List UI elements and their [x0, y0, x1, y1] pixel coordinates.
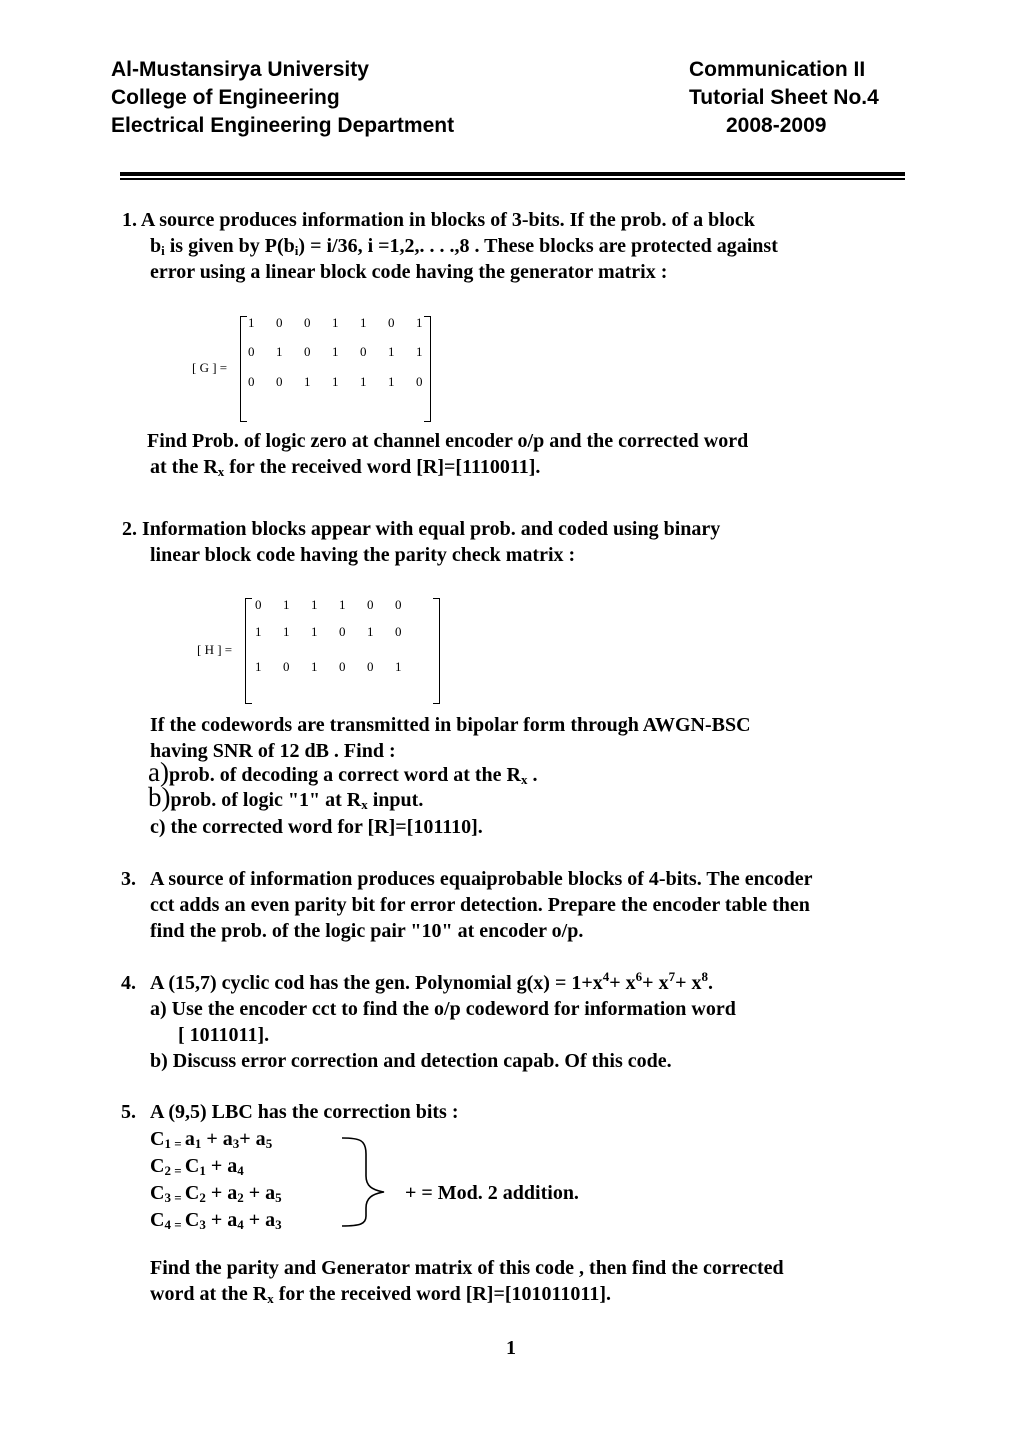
q1-find2: at the $R_x$ for the received word [R]=[1110011].: [150, 456, 541, 479]
matrix-row: 1 0 0 1 1 0 1: [248, 315, 423, 330]
matrix-right-bracket: [433, 598, 440, 704]
matrix-row: 1 0 1 0 0 1: [255, 659, 402, 674]
q1-line2: $b_i$ is given by $P(b_i) = i/36$, i =1,2,. . . .,8 . These blocks are protected against: [150, 235, 778, 258]
q3-number: 3.: [121, 868, 136, 890]
q2-p1: If the codewords are transmitted in bipolar form through AWGN-BSC: [150, 714, 751, 736]
page-number: 1: [506, 1337, 516, 1359]
q5-equation-c2: $C_2$ $_=$ $C_1 + a_4$: [150, 1155, 244, 1178]
header-rule-thin: [120, 178, 905, 180]
q4-line1: A (15,7) cyclic cod has the gen. Polynomial $g(x) = 1+x^4+ x^6+ x^7+ x^8$.: [150, 969, 713, 994]
q5-equation-c3: $C_3$ $_=$ $C_2 + a_2 + a_5$: [150, 1182, 282, 1205]
parity-check-matrix: [195, 592, 455, 707]
sheet-number: Tutorial Sheet No.4: [689, 86, 879, 109]
university-name: Al-Mustansirya University: [111, 58, 369, 81]
q5-line1: A (9,5) LBC has the correction bits :: [150, 1101, 459, 1123]
q2-part-c: c) the corrected word for [R]=[101110].: [150, 816, 483, 838]
matrix-row: 1 1 1 0 1 0: [255, 624, 402, 639]
q2-p2: having SNR of 12 dB . Find :: [150, 740, 396, 762]
q3-line2: cct adds an even parity bit for error detection. Prepare the encoder table then: [150, 894, 810, 916]
q5-equation-c4: $C_4$ $_=$ $C_3 + a_4 + a_3$: [150, 1209, 282, 1232]
q2-line2: linear block code having the parity check matrix :: [150, 544, 576, 566]
q4-part-b: b) Discuss error correction and detection capab. Of this code.: [150, 1050, 672, 1072]
q2-part-b: b)prob. of logic "1" at $R_x$ input.: [148, 782, 424, 812]
academic-year: 2008-2009: [726, 114, 827, 137]
q1-line1: 1. A source produces information in blocks of 3-bits. If the prob. of a block: [122, 209, 755, 231]
matrix-left-bracket: [245, 598, 252, 704]
q3-line1: A source of information produces equaiprobable blocks of 4-bits. The encoder: [150, 868, 813, 890]
header-left: [111, 56, 454, 140]
q2-part-a: a)prob. of decoding a correct word at the $R_x$ .: [148, 757, 538, 787]
q5-number: 5.: [121, 1101, 136, 1123]
parity-check-matrix-label: [ H ] =: [197, 642, 233, 657]
q3-line3: find the prob. of the logic pair "10" at encoder o/p.: [150, 920, 584, 942]
generator-matrix-label: [ G ] =: [192, 360, 228, 375]
curly-brace: [338, 1132, 390, 1230]
q4-part-a: a) Use the encoder cct to find the o/p codeword for information word: [150, 998, 736, 1020]
q5-find1: Find the parity and Generator matrix of this code , then find the corrected: [150, 1257, 784, 1279]
matrix-left-bracket: [240, 316, 247, 422]
q5-find2: word at the $R_x$ for the received word [R]=[101011011].: [150, 1283, 611, 1306]
college-name: College of Engineering: [111, 86, 340, 109]
matrix-row: 0 0 1 1 1 1 0: [248, 374, 423, 389]
matrix-row: 0 1 0 1 0 1 1: [248, 344, 423, 359]
generator-matrix: [190, 310, 450, 425]
department-name: Electrical Engineering Department: [111, 114, 455, 137]
q1-line3: error using a linear block code having the generator matrix :: [150, 261, 668, 283]
q2-line1: 2. Information blocks appear with equal prob. and coded using binary: [122, 518, 721, 540]
course-name: Communication II: [689, 58, 866, 81]
q4-number: 4.: [121, 972, 136, 994]
q5-equation-c1: $C_1$ $_=$ $a_1 + a_3+ a_5$: [150, 1128, 273, 1151]
header-right: [689, 56, 879, 140]
q4-part-a-word: [ 1011011].: [178, 1024, 270, 1046]
mod2-note: + = Mod. 2 addition.: [405, 1182, 579, 1204]
matrix-right-bracket: [424, 316, 431, 422]
header-rule-thick: [120, 172, 905, 176]
matrix-row: 0 1 1 1 0 0: [255, 597, 402, 612]
q1-find1: Find Prob. of logic zero at channel encoder o/p and the corrected word: [147, 430, 749, 452]
